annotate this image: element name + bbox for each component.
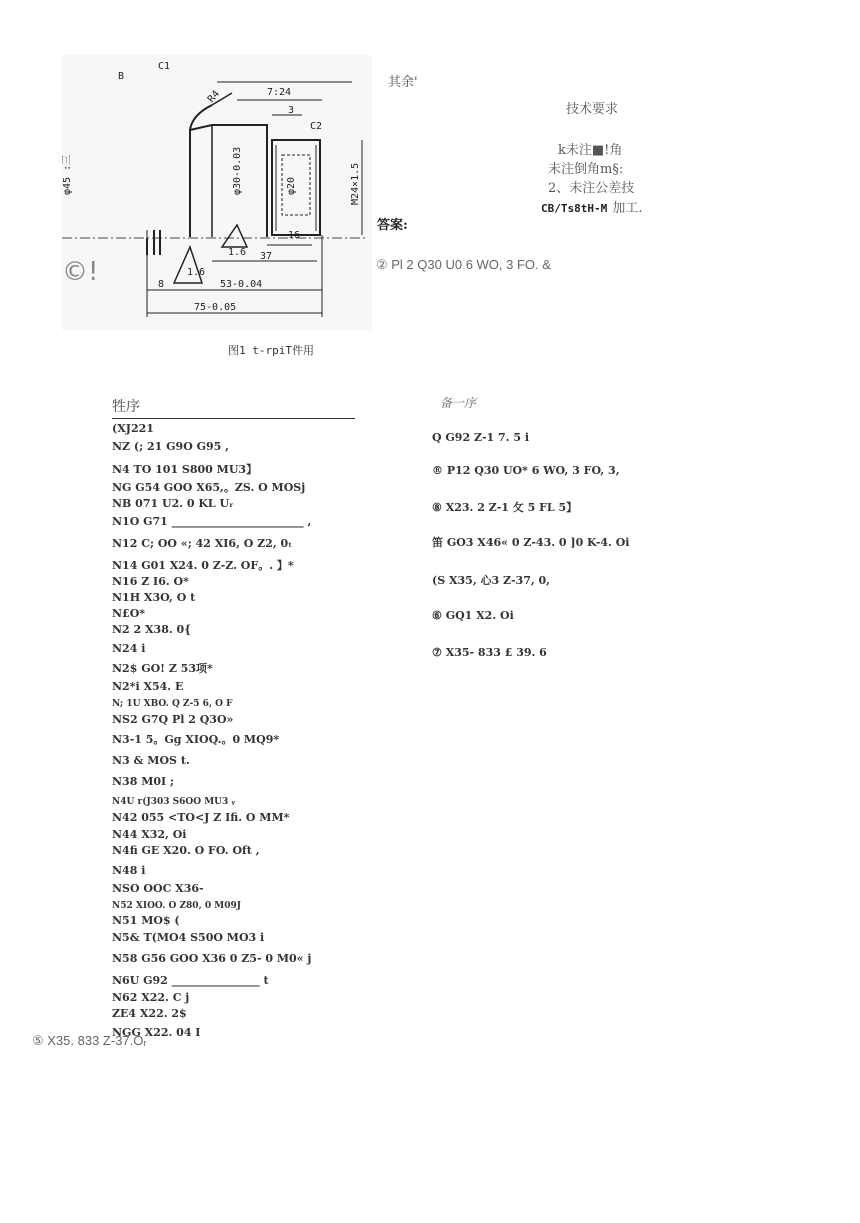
tech-requirements-title: 技术要求: [566, 102, 619, 117]
label-phi20: φ20: [286, 176, 297, 195]
requirement-4: [541, 197, 642, 216]
program-line: N42 055 <TO<J Z Ifi. O MM*: [112, 811, 290, 824]
program-line: N16 Z I6. O*: [112, 575, 189, 588]
label-taper: 7:24: [267, 87, 292, 98]
program-step: 笛 GO3 X46« 0 Z-43. 0 ]0 K-4. Oi: [432, 536, 630, 549]
label-three: 3: [288, 105, 295, 116]
label-phi30: φ30-0.03: [232, 146, 243, 195]
program-line: N12 C; OO «; 42 XI6, O Z2, 0ₜ: [112, 537, 293, 550]
program-step: ⑥ GQ1 X2. Oi: [432, 609, 514, 622]
program-line: N24 i: [112, 642, 146, 655]
program-line: N1O G71 ________________________ ,: [112, 515, 312, 528]
label-75: 75-0.05: [194, 302, 237, 313]
program-line: NSO OOC X36-: [112, 882, 204, 895]
part-drawing: [62, 55, 372, 330]
label-c2: C2: [310, 121, 323, 132]
program-line: NB 071 U2. 0 KL Uᵣ: [112, 497, 234, 510]
note-qiyu: 其余': [388, 75, 418, 90]
program-line: N38 M0I ;: [112, 775, 175, 788]
label-r4: R4: [205, 88, 223, 105]
program-line: NG G54 GOO X65,。ZS. O MOSj: [112, 481, 306, 494]
program-line: N48 i: [112, 864, 146, 877]
right-program-header: 备一序: [440, 396, 477, 410]
program-line: NS2 G7Q Pl 2 Q3O»: [112, 713, 234, 726]
program-line: (XJ221: [112, 422, 154, 435]
program-line: N4 TO 101 S800 MU3】: [112, 463, 258, 476]
program-line: ZE4 X22. 2$: [112, 1007, 187, 1020]
requirement-3: 2、未注公差技: [548, 181, 635, 196]
answer-line: ② Pl 2 Q30 U0 6 WO, 3 FO. &: [376, 257, 551, 272]
program-step: Q G92 Z-1 7. 5 i: [432, 431, 529, 444]
program-line: N62 X22. C j: [112, 991, 190, 1004]
program-step: ® P12 Q30 UO* 6 WO, 3 FO, 3,: [432, 464, 620, 477]
requirement-2: 未注倒角m§:: [548, 162, 624, 177]
label-m24: M24×1.5: [350, 162, 361, 205]
program-line: N£O*: [112, 607, 146, 620]
program-line: N52 XIOO. O Z80, 0 M09J: [112, 901, 241, 911]
requirement-4-text: 加工.: [612, 201, 643, 216]
program-step: ⑦ X35- 833 £ 39. 6: [432, 646, 547, 659]
program-line: N4U r(J303 S6OO MU3 ᵧ: [112, 797, 236, 807]
program-line: N3-1 5。Gg XIOQ.。0 MQ9*: [112, 733, 280, 746]
program-line: N3 & MOS t.: [112, 754, 190, 767]
label-copy: ©!: [62, 257, 99, 287]
program-line-clipped: [112, 1021, 201, 1039]
program-step: ⑧ X23. 2 Z-1 攵 5 FL 5】: [432, 501, 578, 514]
label-c1: C1: [158, 61, 171, 72]
left-header-rule: [112, 418, 355, 419]
program-line: N6U G92 ________________ t: [112, 974, 269, 987]
program-line: N5& T(MO4 S50O MO3 i: [112, 931, 265, 944]
program-line: N2 2 X38. 0{: [112, 623, 192, 636]
program-line: N2*i X54. E: [112, 680, 184, 693]
label-b: B: [118, 71, 125, 82]
label-ra16-a: 1.6: [187, 267, 206, 278]
program-line: NZ (; 21 G9O G95 ,: [112, 440, 229, 453]
program-line: N58 G56 GOO X36 0 Z5- 0 M0« j: [112, 952, 312, 965]
label-8: 8: [158, 279, 165, 290]
label-side: φ45 :三: [62, 154, 73, 195]
program-line: N1H X3O, O t: [112, 591, 196, 604]
label-ra16-b: 1.6: [228, 247, 247, 258]
program-line: N2$ GO! Z 53项*: [112, 662, 213, 675]
requirement-1: k未注■!角: [558, 143, 623, 158]
answer-label: 答案:: [377, 218, 408, 233]
label-16: 16: [288, 230, 301, 241]
footer-step: ⑤ X35. 833 Z-37.Oᵣ: [32, 1033, 147, 1048]
program-step: (S X35, 心3 Z-37, 0,: [432, 574, 551, 587]
program-line: N44 X32, Oi: [112, 828, 187, 841]
label-53: 53-0.04: [220, 279, 263, 290]
figure-caption: 图1 t-rpiT件用: [228, 344, 314, 357]
shaft-drawing-svg: [62, 55, 372, 330]
program-line: N14 G01 X24. 0 Z-Z. OF。. 】*: [112, 559, 294, 572]
program-line: NGG X22. 04 I: [112, 1026, 201, 1039]
program-line: N; 1U XBO. Q Z-5 6, O F: [112, 699, 233, 709]
program-line: N51 MO$ (: [112, 914, 180, 927]
requirement-4-code: CB/Ts8tH-M: [541, 202, 608, 215]
left-program-header: 牲序: [112, 399, 140, 415]
label-37: 37: [260, 251, 273, 262]
program-line: N4fi GE X20. O FO. Oft ,: [112, 844, 260, 857]
